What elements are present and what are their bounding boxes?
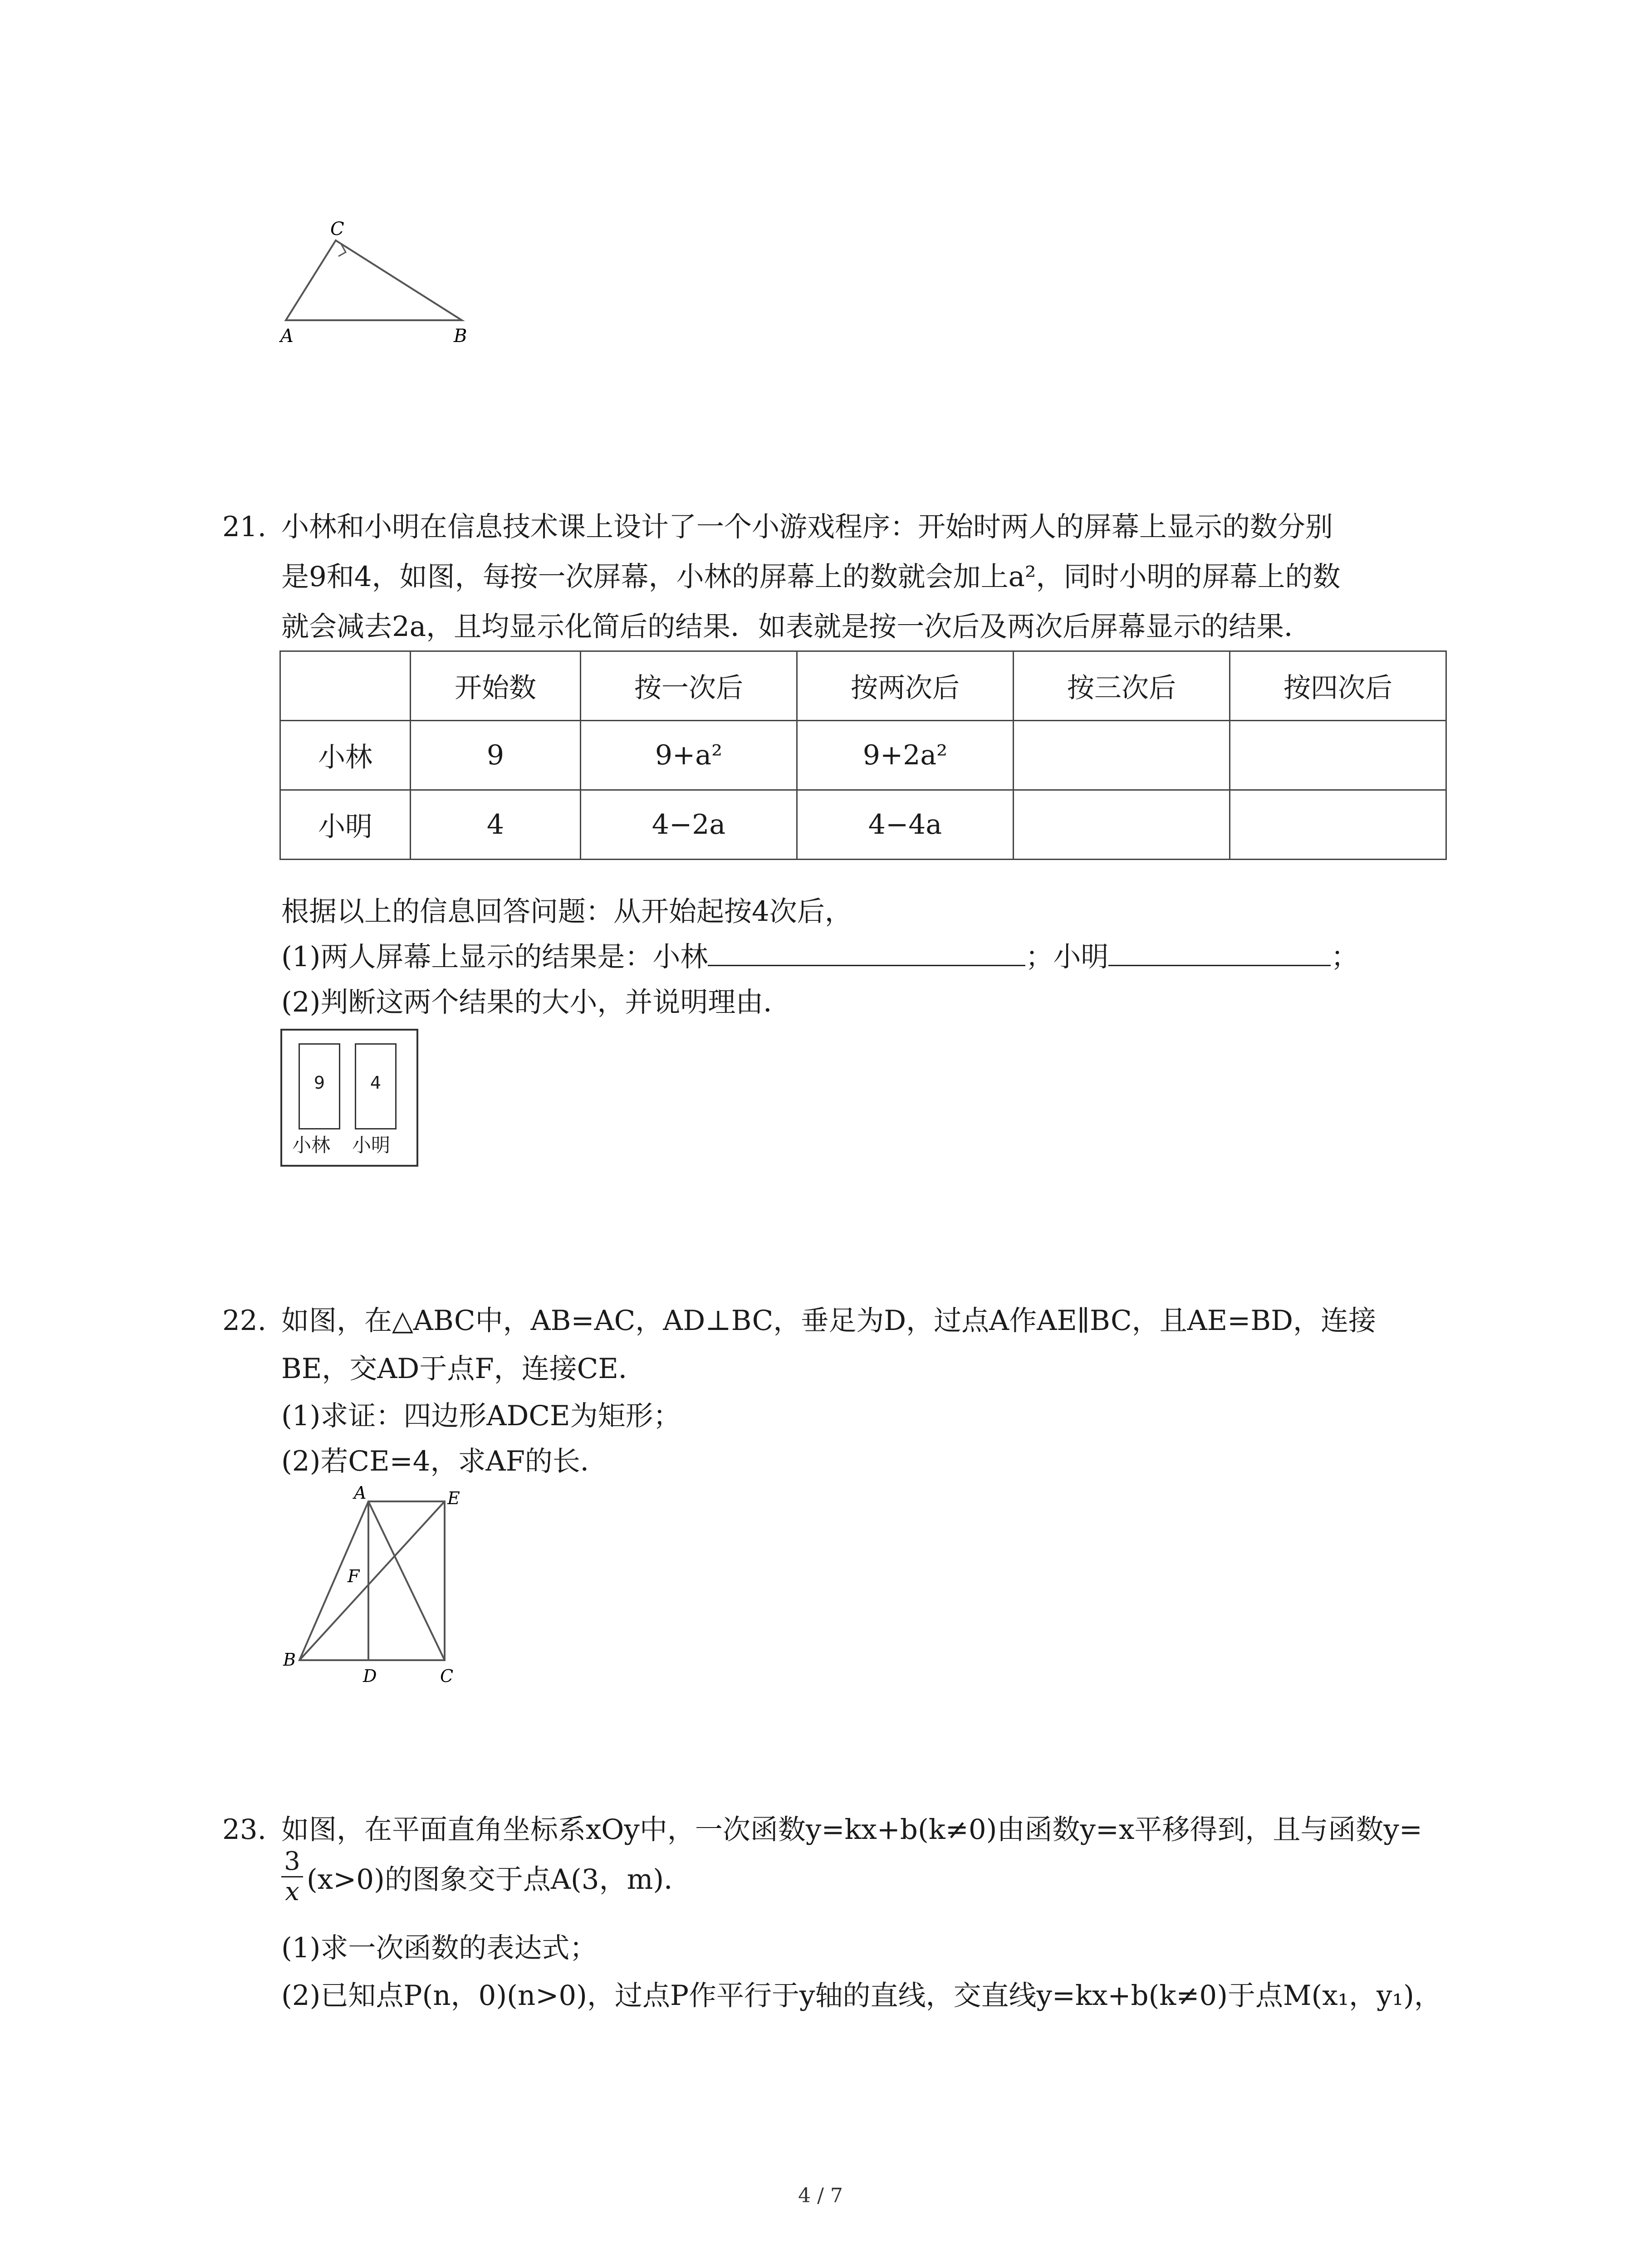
question-text-line: 就会减去2a，且均显示化简后的结果．如表就是按一次后及两次后屏幕显示的结果． [281,611,1312,643]
question-21 [222,503,1447,649]
table-cell: 小林 [280,721,411,790]
label-a: A [354,1483,367,1503]
part-1: (1)求证：四边形ADCE为矩形； [281,1400,681,1432]
part-2: (2)判断这两个结果的大小，并说明理由． [281,986,791,1018]
question-text-line: BE，交AD于点F，连接CE． [281,1353,646,1385]
screens-figure [280,1029,418,1167]
question-text-line: 如图，在△ABC中，AB=AC，AD⊥BC，垂足为D，过点A作AE∥BC，且AE=BD，连接 [281,1305,1376,1337]
screen-xiaolin [299,1043,340,1129]
triangle-figure [272,218,481,354]
question-text-line: 小林和小明在信息技术课上设计了一个小游戏程序：开始时两人的屏幕上显示的数分别 [281,511,1333,543]
results-table [279,650,1447,860]
table-cell: 小明 [280,790,411,860]
table-row [280,721,1446,790]
part-1-mid: ；小明 [1025,941,1109,973]
part-2: (2)若CE=4，求AF的长． [281,1445,608,1477]
table-row [280,790,1446,860]
part-2: (2)已知点P(n，0)(n>0)，过点P作平行于y轴的直线，交直线y=kx+b(k≠0)于点M(x₁，y₁)， [281,1980,1442,2012]
screen-label: 小林 [292,1134,331,1156]
table-cell: 9+2a² [797,721,1014,790]
label-c: C [440,1666,454,1686]
question-number: 22. [222,1305,267,1337]
table-header-row [280,651,1446,721]
table-cell [1014,721,1230,790]
fraction-denominator: x [281,1876,303,1906]
table-header-cell [280,651,411,721]
answer-blank-xiaoming[interactable] [1108,938,1331,966]
screen-value: 4 [370,1073,382,1093]
question-22 [222,1297,1447,1397]
question-text-line: 如图，在平面直角坐标系xOy中，一次函数y=kx+b(k≠0)由函数y=x平移得到，且与函数y= [281,1813,1423,1846]
screen-value: 9 [314,1073,325,1093]
table-header-cell: 按四次后 [1230,651,1446,721]
part-1-prefix: (1)两人屏幕上显示的结果是：小林 [281,941,708,973]
table-cell [1230,790,1446,860]
label-c: C [330,219,344,240]
fraction [281,1847,303,1906]
table-cell: 9+a² [581,721,797,790]
label-a: A [280,326,294,347]
table-header-cell: 按两次后 [797,651,1014,721]
table-cell: 9 [411,721,581,790]
page-number: 4 / 7 [798,2184,843,2207]
table-cell: 4−4a [797,790,1014,860]
table-cell: 4−2a [581,790,797,860]
table-header-cell: 开始数 [411,651,581,721]
table-header-cell: 按一次后 [581,651,797,721]
question-number: 21. [222,511,267,543]
label-d: D [363,1666,377,1686]
rectangle-figure [272,1483,481,1692]
table-cell [1230,721,1446,790]
label-f: F [348,1566,360,1586]
fraction-numerator: 3 [284,1847,300,1876]
answer-blank-xiaolin[interactable] [708,938,1025,966]
question-number: 23. [222,1813,267,1846]
question-23 [222,1806,1447,1915]
label-e: E [447,1488,460,1508]
screen-xiaoming [355,1043,397,1129]
label-b: B [283,1650,296,1670]
table-cell [1014,790,1230,860]
question-intro: 根据以上的信息回答问题：从开始起按4次后， [281,895,852,928]
part-1-end: ； [1331,941,1359,973]
table-cell: 4 [411,790,581,860]
question-text-line: 是9和4，如图，每按一次屏幕，小林的屏幕上的数就会加上a²，同时小明的屏幕上的数 [281,561,1341,593]
question-text-line: (x>0)的图象交于点A(3，m)． [307,1863,692,1896]
table-header-cell: 按三次后 [1014,651,1230,721]
screen-label: 小明 [352,1134,391,1156]
part-1 [281,934,1358,980]
part-1: (1)求一次函数的表达式； [281,1932,598,1964]
label-b: B [454,326,467,347]
